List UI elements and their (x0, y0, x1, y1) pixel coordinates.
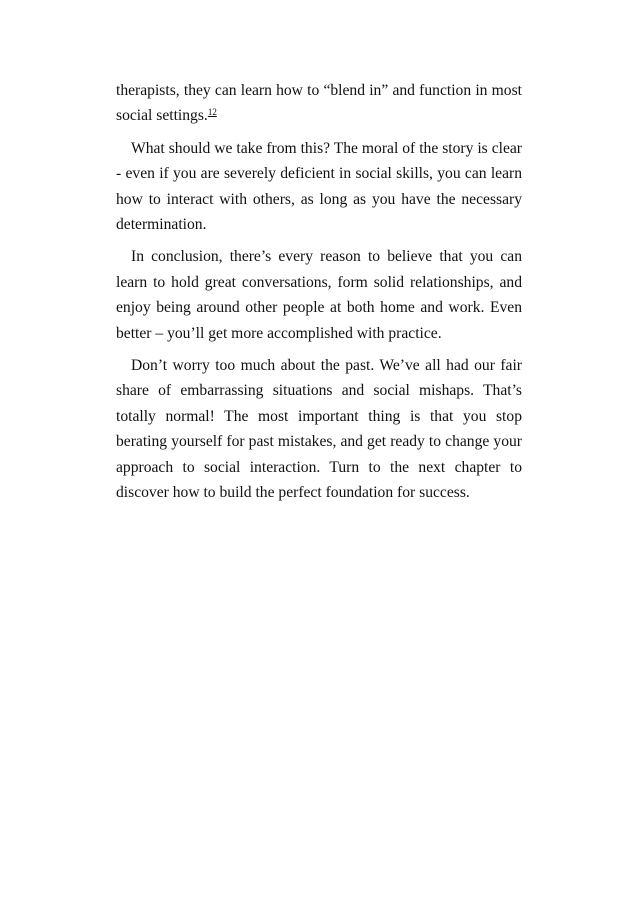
footnote-reference-link[interactable]: 12 (207, 107, 217, 118)
body-text (116, 78, 522, 513)
paragraph-1-text: therapists, they can learn how to “blend in” and function in most social settings. (116, 82, 522, 125)
paragraph-1 (116, 78, 522, 129)
paragraph-2: What should we take from this? The moral of the story is clear - even if you are severely deficient in social skills, you can learn how to interact with others, as long as you have the necessary determination. (116, 139, 522, 234)
paragraph-3: In conclusion, there’s every reason to believe that you can learn to hold great conversations, form solid relationships, and enjoy being around other people at both home and work. Even better – you’ll get more accomplished with practice. (116, 248, 522, 342)
paragraph-4: Don’t worry too much about the past. We’ve all had our fair share of embarrassing situations and social mishaps. That’s totally normal! The most important thing is that you stop berating yourself for past mistakes, and get ready to change your approach to social interaction. Turn to the next chapter to discover how to build the perfect foundation for success. (116, 357, 522, 502)
